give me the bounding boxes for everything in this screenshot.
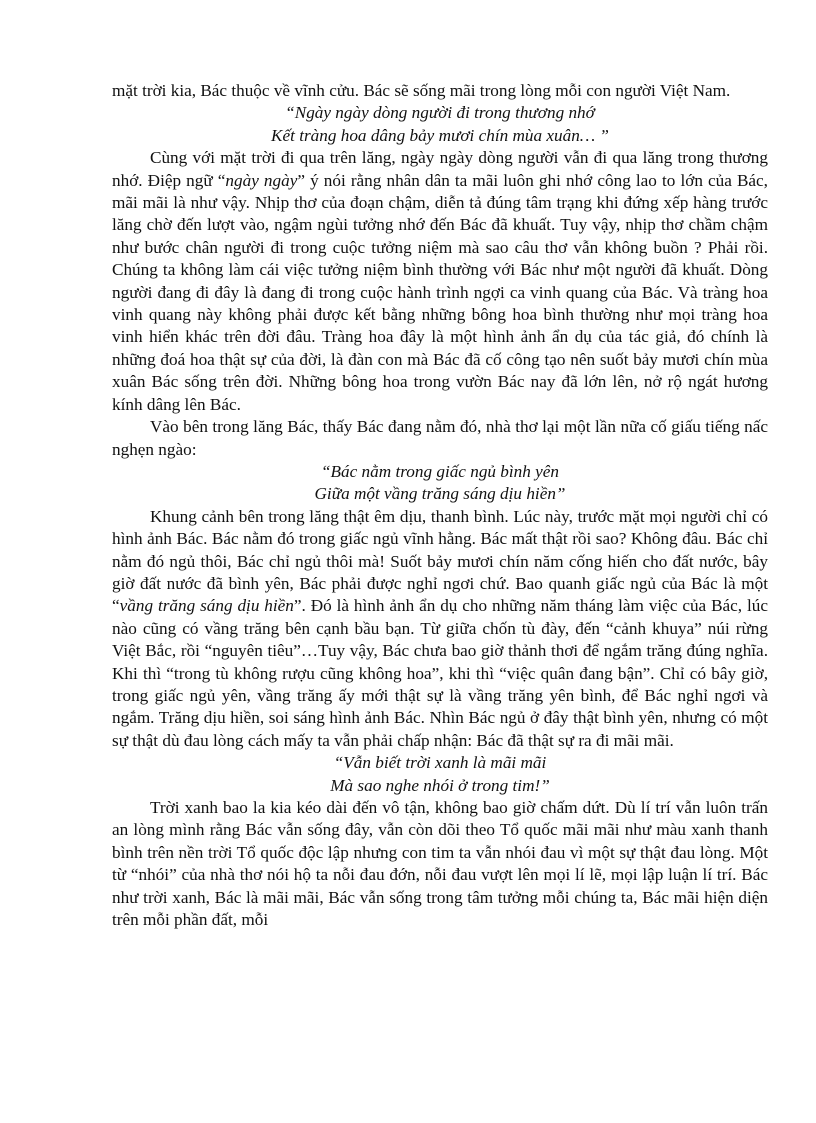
- document-page: [112, 80, 768, 931]
- verse-line: “Ngày ngày dòng người đi trong thương nhớ: [285, 103, 595, 123]
- paragraph-transition: Vào bên trong lăng Bác, thấy Bác đang nằm đó, nhà thơ lại một lần nữa cố giấu tiếng nấc nghẹn ngào:: [112, 417, 768, 459]
- text-run: ” ý nói rằng nhân dân ta mãi luôn ghi nhớ công lao to lớn của Bác, mãi mãi là như vậy. Nhịp thơ của đoạn chậm, diễn tả đúng tâm trạng khi đứng xếp hàng trước lăng chờ đến lượt vào, ngậm ngùi tưởng nhớ đến Bác đã khuất. Tuy vậy, nhịp thơ chầm chậm như bước chân người đi trong cuộc tưởng niệm mà sao câu thơ vẫn không buồn ? Phải rồi. Chúng ta không làm cái việc tưởng niệm bình thường với Bác như một người đã khuất. Dòng người đang đi đây là đang đi trong cuộc hành trình ngợi ca vinh quang của Bác. Và tràng hoa vinh quang này không phải được kết bằng những bông hoa bình thường như mọi tràng hoa vinh hiển khác trên đời đâu. Tràng hoa đây là một hình ảnh ẩn dụ của tác giả, đó chính là những đoá hoa thật sự của đời, là đàn con mà Bác đã cố công tạo nên suốt bảy mươi chín mùa xuân Bác sống trên đời. Những bông hoa trong vườn Bác nay đã lớn lên, nở rộ ngát hương kính dâng lên Bác.: [112, 170, 768, 414]
- paragraph-analysis-2: [112, 506, 768, 752]
- text-run: Khung cảnh bên trong lăng thật êm dịu, thanh bình. Lúc này, trước mặt mọi người chỉ có hình ảnh Bác. Bác nằm đó trong giấc ngủ vĩnh hằng. Bác mất thật rồi sao? Không đâu. Bác chỉ nằm đó ngủ thôi, Bác chỉ ngủ thôi mà! Suốt bảy mươi chín năm cống hiến cho đất nước, bây giờ đất nước đã bình yên, Bác phải được nghỉ ngơi chứ. Bao quanh giấc ngủ của Bác là một “: [112, 506, 768, 616]
- verse-line: “Bác nằm trong giấc ngủ bình yên: [320, 461, 560, 481]
- emphasis-text: ngày ngày: [225, 170, 298, 190]
- verse-line: Giữa một vầng trăng sáng dịu hiền”: [314, 484, 566, 504]
- verse-quote-3: [112, 752, 768, 797]
- text-run: Cùng với mặt trời đi qua trên lăng, ngày ngày dòng người vẫn đi qua lăng trong thương nhớ. Điệp ngữ “: [112, 148, 768, 190]
- paragraph-opening: mặt trời kia, Bác thuộc về vĩnh cửu. Bác sẽ sống mãi trong lòng mỗi con người Việt Nam.: [112, 81, 731, 100]
- verse-line: “Vẫn biết trời xanh là mãi mãi: [333, 753, 547, 773]
- verse-line: Kết tràng hoa dâng bảy mươi chín mùa xuân… ”: [271, 125, 609, 145]
- verse-quote-1: [112, 102, 768, 147]
- paragraph-analysis-3: Trời xanh bao la kia kéo dài đến vô tận, không bao giờ chấm dứt. Dù lí trí vẫn luôn trấn an lòng mình rằng Bác vẫn sống đây, vẫn còn dõi theo Tổ quốc mãi mãi như màu xanh thanh bình trên nền trời Tổ quốc độc lập nhưng con tim ta vẫn nhói đau vì một sự thật đau lòng. Một từ “nhói” của nhà thơ nói hộ ta nỗi đau đớn, nỗi đau vượt lên mọi lí lẽ, mọi lập luận lí trí. Bác như trời xanh, Bác là mãi mãi, Bác vẫn sống trong tâm tưởng mỗi chúng ta, Bác mãi hiện diện trên mỗi phần đất, mỗi: [112, 798, 768, 930]
- text-run: ”. Đó là hình ảnh ẩn dụ cho những năm tháng làm việc của Bác, lúc nào cũng có vầng trăng bên cạnh bầu bạn. Từ giữa chốn tù đày, đến “cảnh khuya” núi rừng Việt Bắc, rồi “nguyên tiêu”…Tuy vậy, Bác chưa bao giờ thảnh thơi để ngắm trăng đúng nghĩa. Khi thì “trong tù không rượu cũng không hoa”, khi thì “việc quân đang bận”. Chỉ có bây giờ, trong giấc ngủ yên, vầng trăng ấy mới thật sự là vầng trăng yên bình, để Bác nghỉ ngơi và ngắm. Trăng dịu hiền, soi sáng hình ảnh Bác. Nhìn Bác ngủ ở đây thật bình yên, nhưng có một sự thật dù đau lòng cách mấy ta vẫn phải chấp nhận: Bác đã thật sự ra đi mãi mãi.: [112, 596, 768, 750]
- verse-line: Mà sao nghe nhói ở trong tim!”: [330, 775, 550, 795]
- verse-quote-2: [112, 461, 768, 506]
- paragraph-analysis-1: [112, 147, 768, 416]
- emphasis-text: vầng trăng sáng dịu hiền: [119, 596, 294, 616]
